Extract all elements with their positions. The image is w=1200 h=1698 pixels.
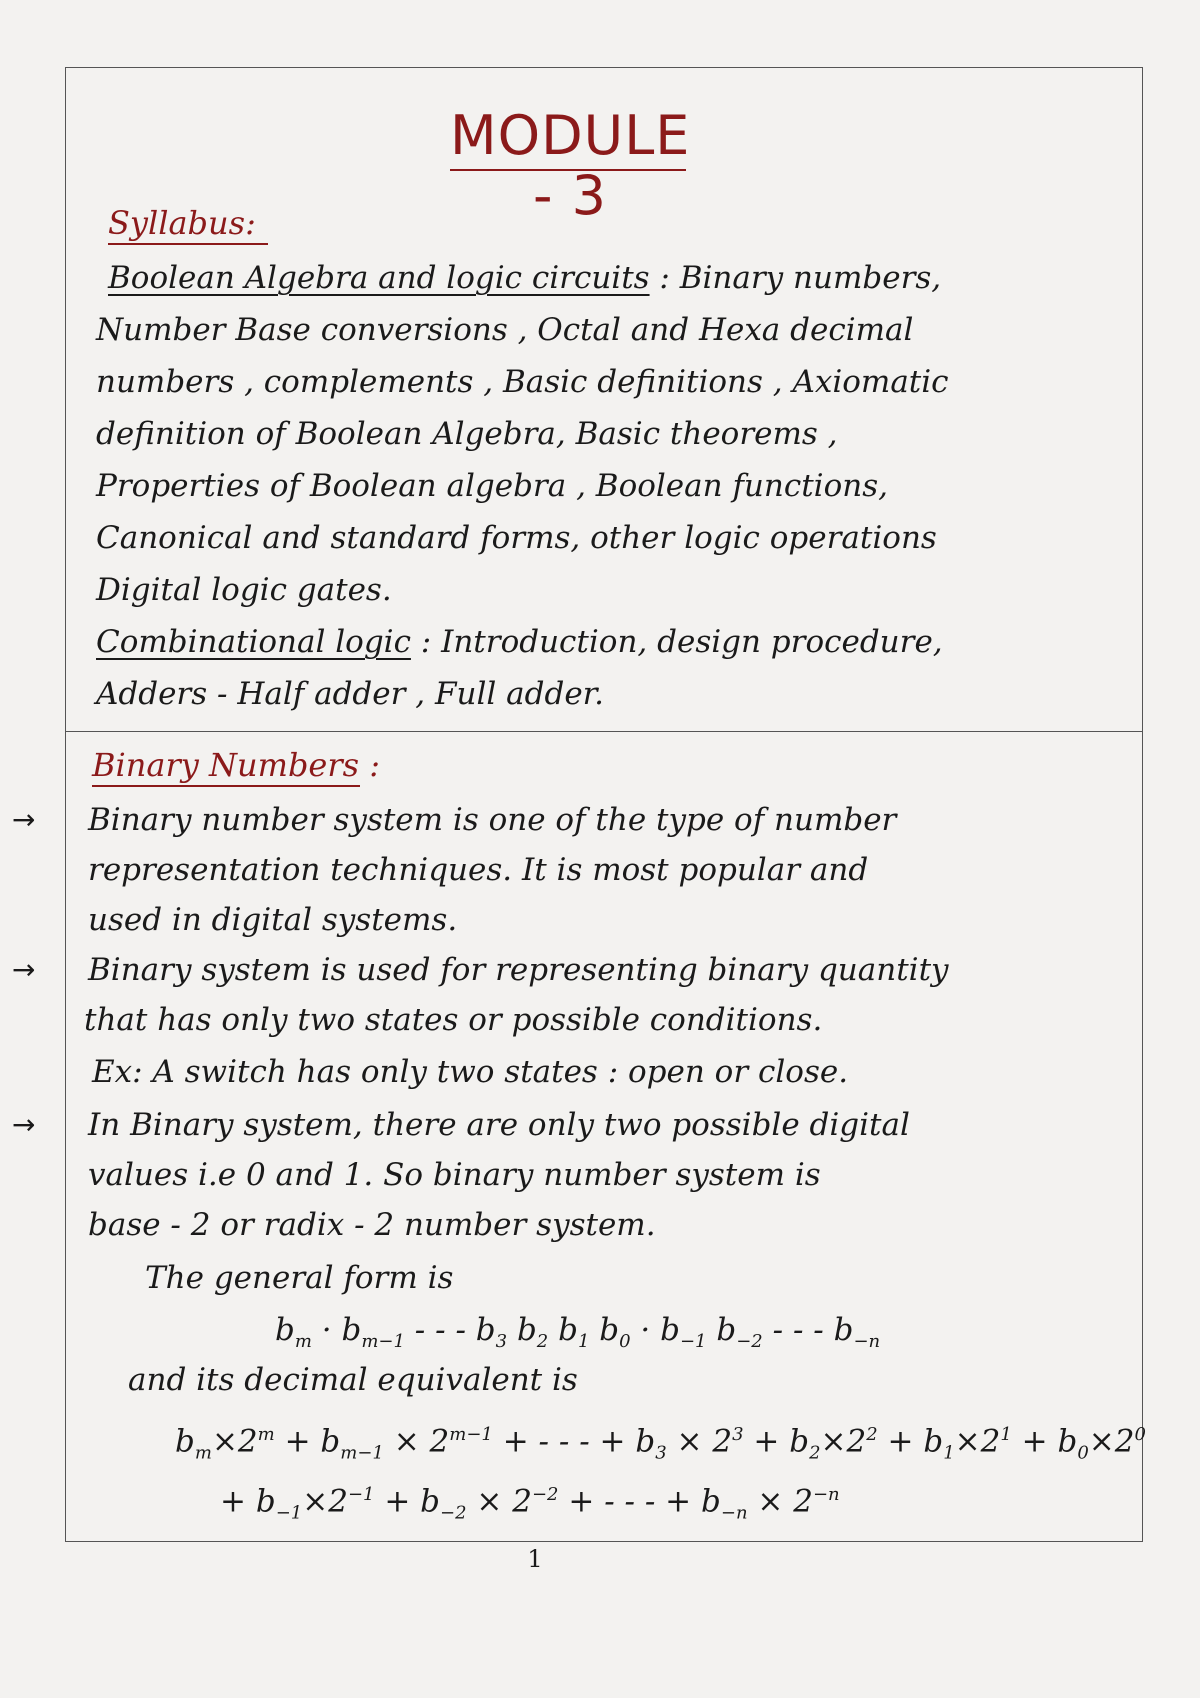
decimal-equivalent-formula-cont: + $b_{-1}\times 2^{-1} + b_{-2} \times 2^{-2}$ + - - - + $b_{-n} \times 2^{-n}$ [220,1483,840,1524]
body-line: base - 2 or radix - 2 number system. [88,1207,656,1243]
page-number: 1 [527,1545,543,1573]
section-divider [65,731,1143,732]
body-line: Binary system is used for representing binary quantity [88,952,949,988]
topic-title: Boolean Algebra and logic circuits [108,260,650,296]
body-line: Binary number system is one of the type of number [88,802,897,838]
syllabus-line: Digital logic gates. [96,572,392,608]
topic-title: Combinational logic [96,624,411,660]
body-line: used in digital systems. [88,902,458,938]
decimal-equivalent-formula: $b_m\times 2^m + b_{m-1} \times 2^{m-1}$ + - - - + $b_3 \times 2^3 + b_2\times 2^2 + b_1\times 2^1 + b_0\times 2^0$ [175,1423,1146,1464]
syllabus-heading: Syllabus: [108,204,256,242]
syllabus-line [96,622,943,662]
example-line: Ex: A switch has only two states : open or close. [92,1054,849,1090]
syllabus-line: Adders - Half adder , Full adder. [96,676,604,712]
syllabus-line: Properties of Boolean algebra , Boolean functions, [96,468,888,504]
body-line: representation techniques. It is most popular and [88,852,869,888]
body-line: In Binary system, there are only two possible digital [88,1107,910,1143]
bullet-arrow-icon: → [12,1108,36,1141]
module-title: MODULE - 3 [450,104,691,227]
syllabus-line: Number Base conversions , Octal and Hexa decimal [96,312,914,348]
binary-numbers-heading: Binary Numbers : [92,746,381,784]
bullet-arrow-icon: → [12,953,36,986]
general-form-formula: $b_m \cdot b_{m-1}$ - - - $b_3$ $b_2$ $b_1$ $b_0 \cdot b_{-1}$ $b_{-2}$ - - - $b_{-n}$ [275,1312,881,1353]
title-underline [450,169,686,171]
binary-heading-underline [92,785,360,787]
body-line: and its decimal equivalent is [128,1362,578,1398]
body-line: values i.e 0 and 1. So binary number system is [88,1157,821,1193]
syllabus-line: definition of Boolean Algebra, Basic theorems , [96,416,838,452]
syllabus-line: numbers , complements , Basic definitions , Axiomatic [96,364,949,400]
body-line: that has only two states or possible conditions. [84,1002,823,1038]
topic-rest: : Binary numbers, [659,260,942,296]
bullet-arrow-icon: → [12,803,36,836]
syllabus-line [108,258,941,298]
body-line: The general form is [145,1260,454,1296]
syllabus-heading-underline [108,243,268,245]
syllabus-line: Canonical and standard forms, other logic operations [96,520,937,556]
topic-rest: : Introduction, design procedure, [420,624,943,660]
